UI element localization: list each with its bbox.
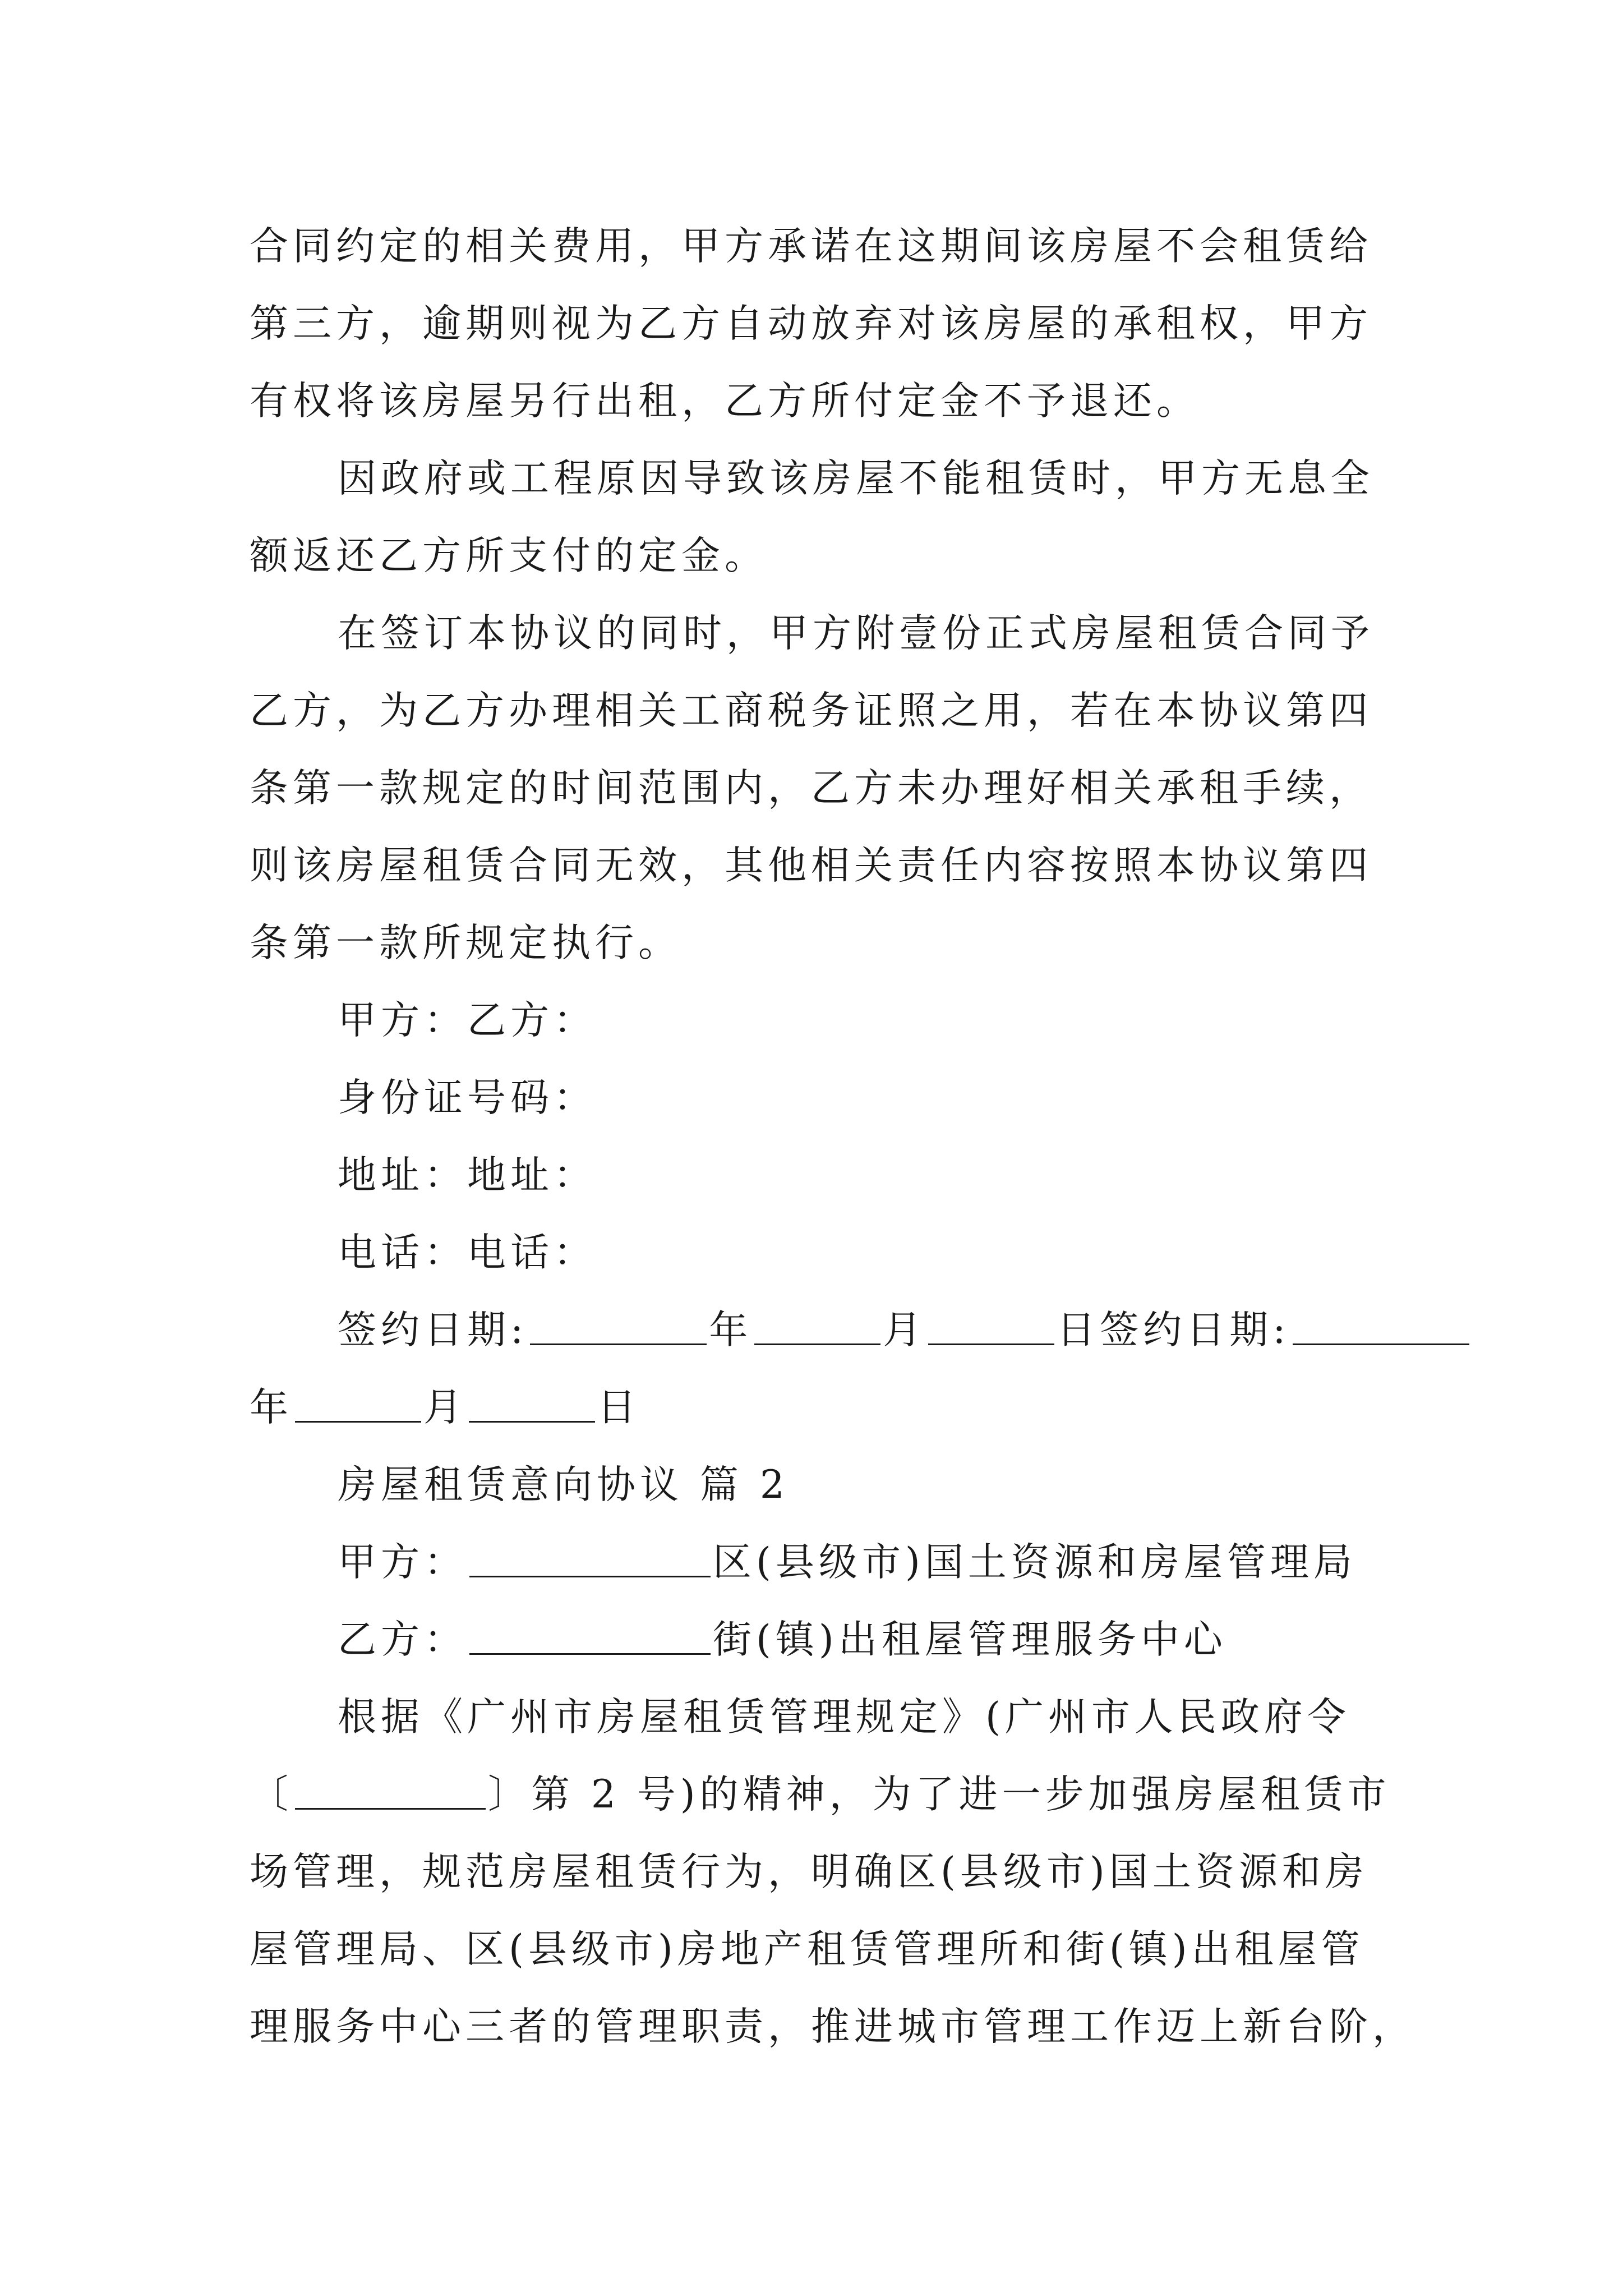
text-line: 场管理，规范房屋租赁行为，明确区(县级市)国土资源和房 <box>250 1849 1368 1894</box>
party-b-line <box>250 1601 1399 1678</box>
decree-year-blank[interactable] <box>295 1774 486 1810</box>
year-label-2: 年 <box>250 1385 293 1430</box>
party-a-suffix: 区(县级市)国土资源和房屋管理局 <box>713 1540 1357 1585</box>
month-label: 月 <box>883 1308 926 1352</box>
text-line: 根据《广州市房屋租赁管理规定》(广州市人民政府令 <box>338 1695 1350 1740</box>
party-b-suffix: 街(镇)出租屋管理服务中心 <box>713 1617 1227 1662</box>
text-line: 理服务中心三者的管理职责，推进城市管理工作迈上新台阶， <box>250 2004 1415 2049</box>
text-line: 额返还乙方所支付的定金。 <box>250 533 768 578</box>
day-blank[interactable] <box>928 1310 1054 1345</box>
text-line: 在签订本协议的同时，甲方附壹份正式房屋租赁合同予 <box>338 611 1374 656</box>
year-label: 年 <box>709 1308 753 1352</box>
text-line: 屋管理局、区(县级市)房地产租赁管理所和街(镇)出租屋管 <box>250 1927 1364 1972</box>
bracket-open: 〔 <box>250 1772 293 1817</box>
party-a-line <box>250 1524 1399 1601</box>
text-line: 条第一款所规定执行。 <box>250 921 681 965</box>
id-number-line: 身份证号码： <box>338 1075 597 1120</box>
address-line: 地址：地址： <box>338 1153 597 1198</box>
sign-date-line <box>250 1291 1399 1369</box>
text-line: 有权将该房屋另行出租，乙方所付定金不予退还。 <box>250 379 1200 424</box>
text-line <box>250 1756 1399 1833</box>
month-blank[interactable] <box>754 1310 880 1345</box>
sign-date-line-2 <box>250 1369 1399 1446</box>
party-a-label: 甲方： <box>338 1540 467 1585</box>
party-line: 甲方：乙方： <box>338 998 597 1043</box>
text-line: 条第一款规定的时间范围内，乙方未办理好相关承租手续， <box>250 766 1372 811</box>
text-line: 第三方，逾期则视为乙方自动放弃对该房屋的承租权，甲方 <box>250 301 1372 346</box>
year-blank[interactable] <box>530 1310 707 1345</box>
month-label-2: 月 <box>423 1385 467 1430</box>
party-a-blank[interactable] <box>469 1542 711 1577</box>
text-line: 则该房屋租赁合同无效，其他相关责任内容按照本协议第四 <box>250 843 1372 888</box>
text-segment: 〕第 2 号)的精神，为了进一步加强房屋租赁市 <box>488 1772 1391 1817</box>
day-blank-2[interactable] <box>469 1387 595 1423</box>
day-sign-date-label: 日签约日期: <box>1057 1308 1290 1352</box>
section-title: 房屋租赁意向协议 篇 2 <box>338 1462 789 1507</box>
document-page <box>250 208 1415 2065</box>
year-blank-2[interactable] <box>1293 1310 1469 1345</box>
text-line: 乙方，为乙方办理相关工商税务证照之用，若在本协议第四 <box>250 688 1372 733</box>
party-b-blank[interactable] <box>469 1619 711 1655</box>
day-label-2: 日 <box>597 1385 640 1430</box>
sign-date-label: 签约日期: <box>338 1308 528 1352</box>
party-b-label: 乙方： <box>338 1617 467 1662</box>
text-line: 合同约定的相关费用，甲方承诺在这期间该房屋不会租赁给 <box>250 224 1372 269</box>
month-blank-2[interactable] <box>295 1387 421 1423</box>
text-line: 因政府或工程原因导致该房屋不能租赁时，甲方无息全 <box>338 456 1374 501</box>
phone-line: 电话：电话： <box>338 1230 597 1275</box>
